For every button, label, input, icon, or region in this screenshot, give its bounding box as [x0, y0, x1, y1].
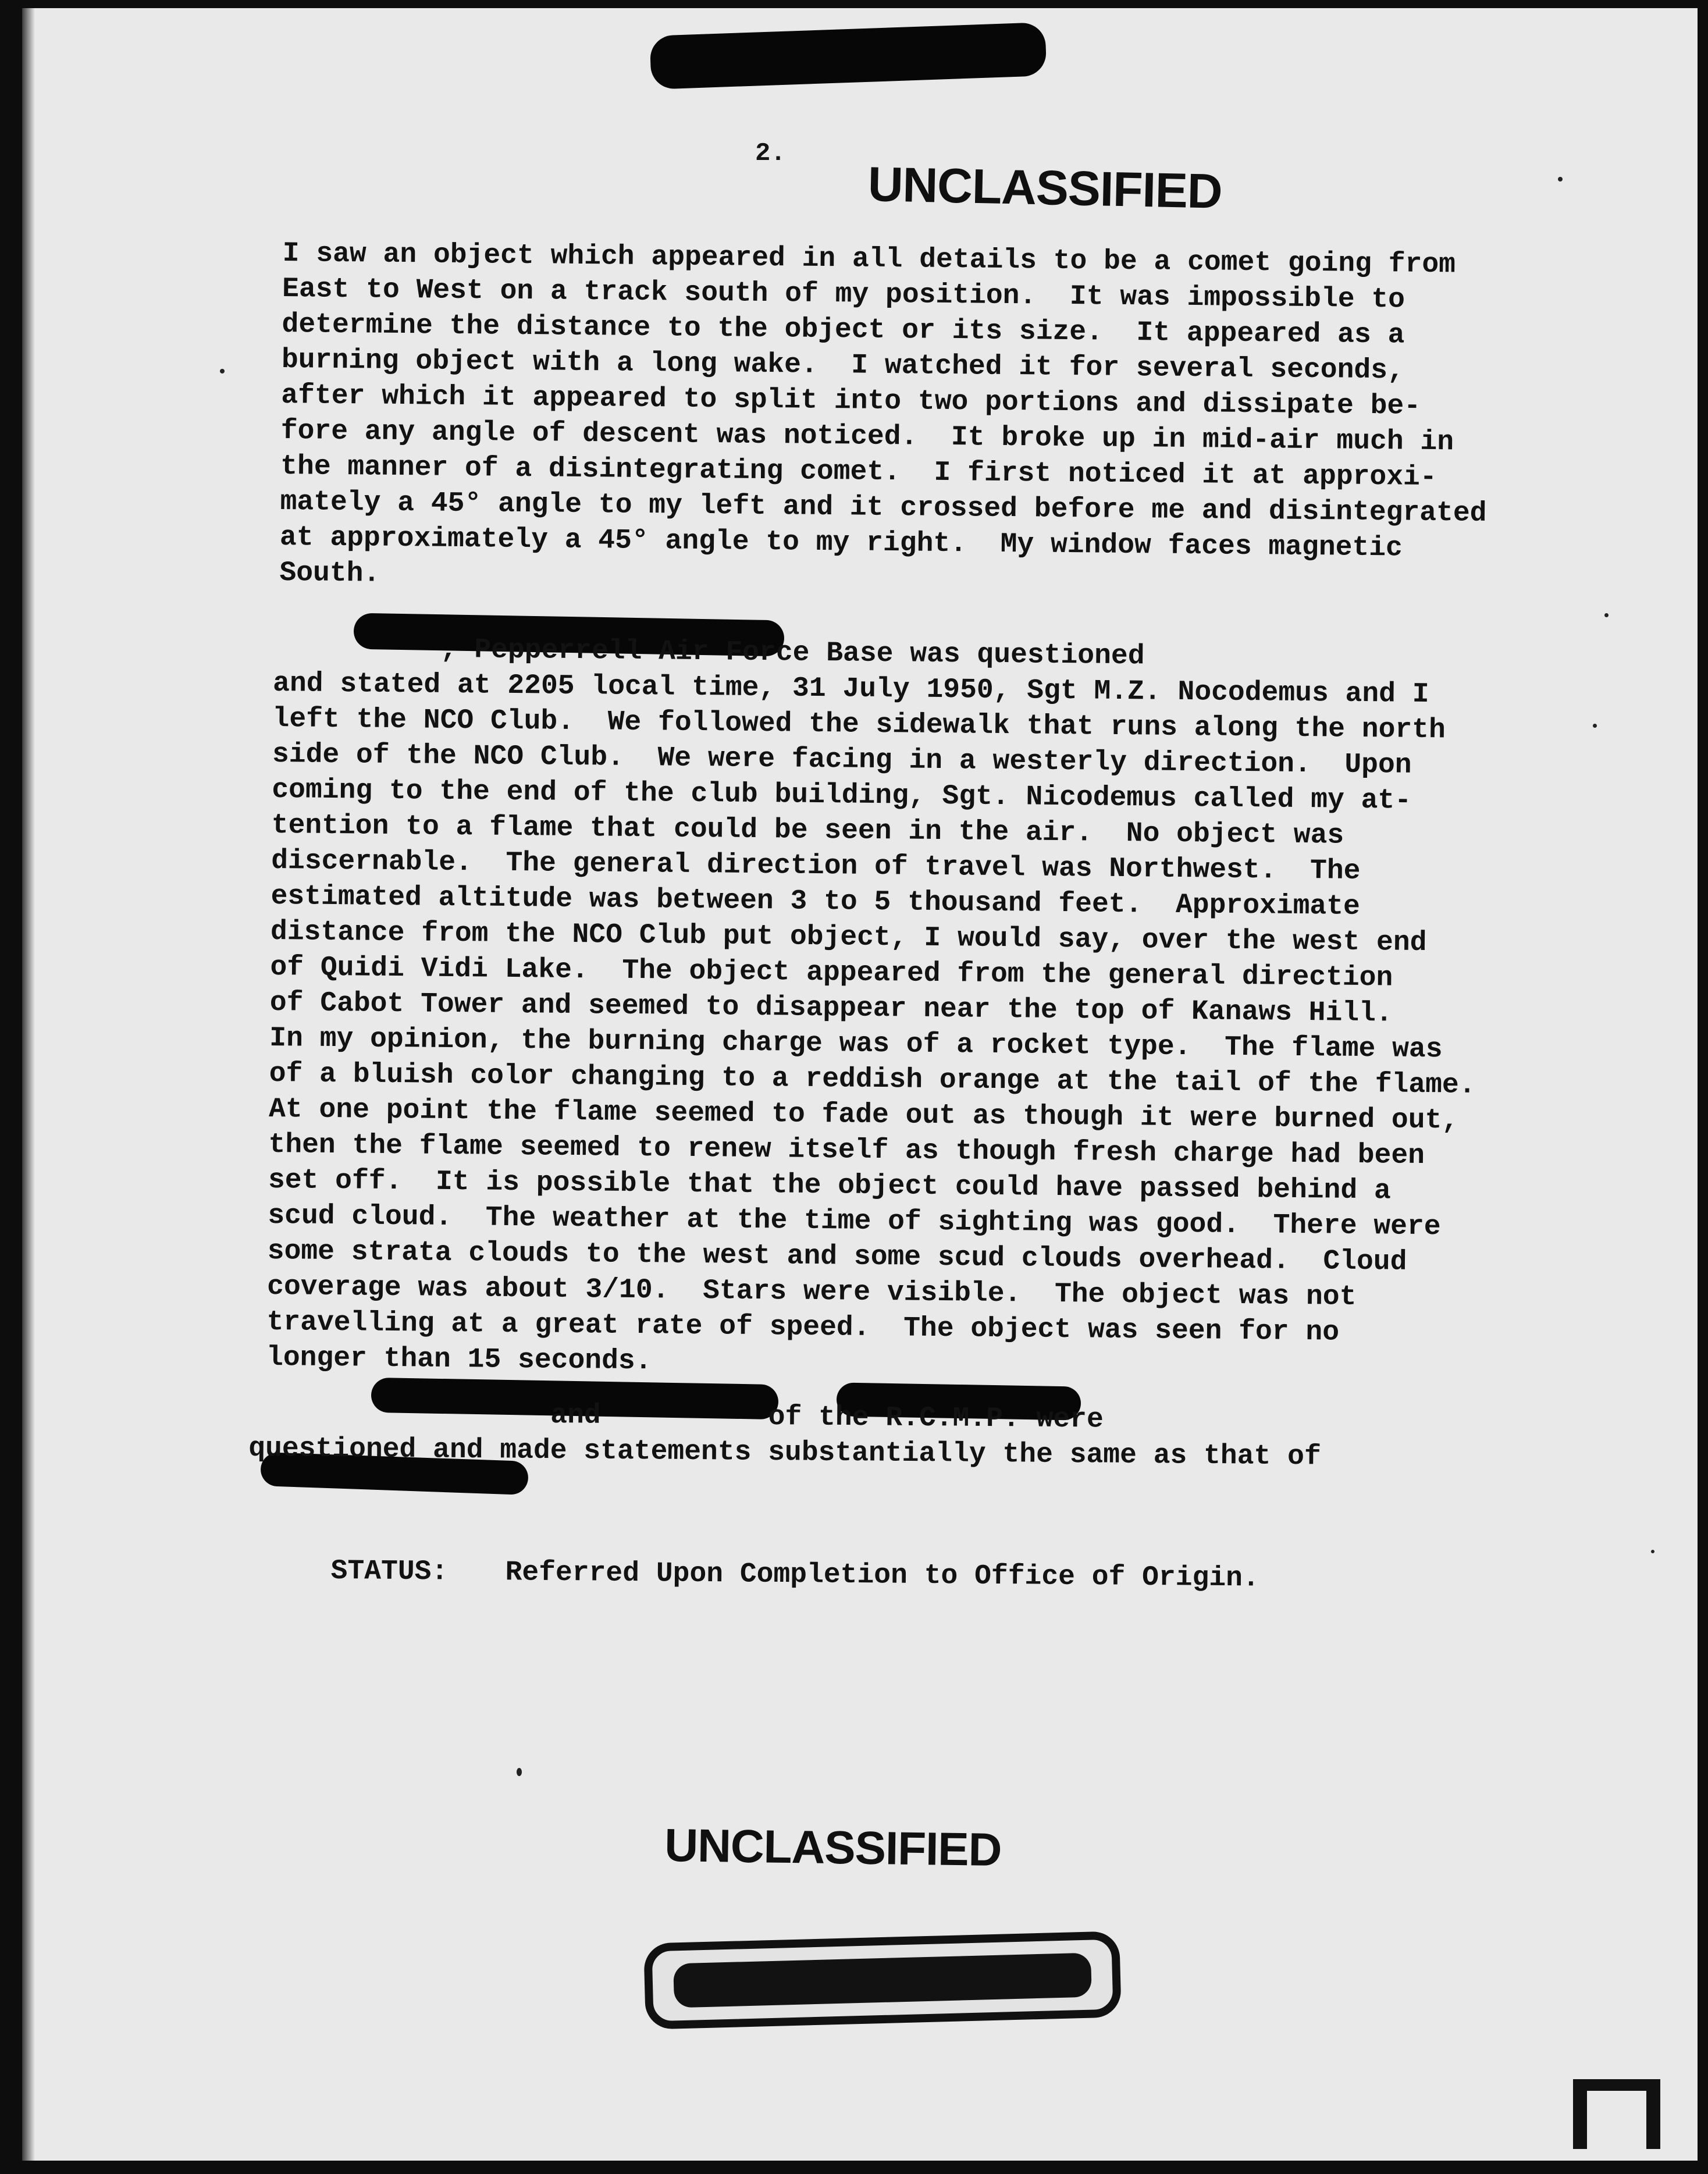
paragraph-1: I saw an object which appeared in all details to be a comet going from East to West on a track south of my position. It was impossible to determine the distance to the object or its size. It appeared as a burning object with a long wake. I watched it for several seconds, after which it appeared to split into two portions and dissipate be- fore any angle of descent was noticed. It broke up in mid-air much in the manner of a disintegrating comet. I first noticed it at approxi- mately a 45° angle to my left and it crossed before me and disintegrated at approximately a 45° angle to my right. My window faces magnetic South. [279, 237, 1487, 590]
scan-speck [1593, 724, 1597, 728]
status-label: STATUS: [330, 1555, 449, 1588]
corner-mark [1573, 2079, 1660, 2091]
scan-speck [1558, 177, 1563, 182]
top-stamp-redaction [650, 22, 1047, 90]
scan-speck [1651, 1550, 1654, 1553]
status-text: Referred Upon Completion to Office of Origin. [505, 1557, 1259, 1595]
bottom-stamp-redaction [643, 1931, 1122, 2029]
paragraph-3: and of the R.C.M.P. were questioned and made statements substantially the same as that of [248, 1397, 1321, 1473]
scan-speck [517, 1768, 522, 1776]
paragraph-2: , Pepperrell Air Force Base was questioned and stated at 2205 local time, 31 July 1950, Sgt M.Z. Nocodemus and I left the NCO Club. We followed the sidewalk that runs along the north side of the NCO Club. We were facing in a westerly direction. Upon coming to the end of the club building, Sgt. Nicodemus called my at- tention to a flame that could be seen in the air. No object was discernable. The general direction of travel was Northwest. The estimated altitude was between 3 to 5 thousand feet. Approximate distance from the NCO Club put object, I would say, over the west end of Quidi Vidi Lake. The object appeared from the general direction of Cabot Tower and seemed to disappear near the top of Kanaws Hill. In my opinion, the burning charge was of a rocket type. The flame was of a bluish color changing to a reddish orange at the tail of the flame. At one point the flame seemed to fade out as though it were burned out, then the flame seemed to renew itself as though fresh charge had been set off. It is possible that the object could have passed behind a scud cloud. The weather at the time of sighting was good. There were some strata clouds to the west and some scud clouds overhead. Cloud coverage was about 3/10. Stars were visible. The object was not travelling at a great rate of speed. The object was seen for no longer than 15 seconds. [266, 632, 1476, 1378]
scan-edge-shadow [22, 8, 35, 2161]
classification-top: UNCLASSIFIED [867, 156, 1223, 219]
scan-speck [1604, 613, 1609, 617]
page-number: 2. [755, 139, 786, 168]
status-line [264, 1524, 1260, 1625]
classification-bottom: UNCLASSIFIED [664, 1819, 1002, 1876]
document-page [22, 8, 1698, 2161]
scan-speck [220, 369, 225, 373]
